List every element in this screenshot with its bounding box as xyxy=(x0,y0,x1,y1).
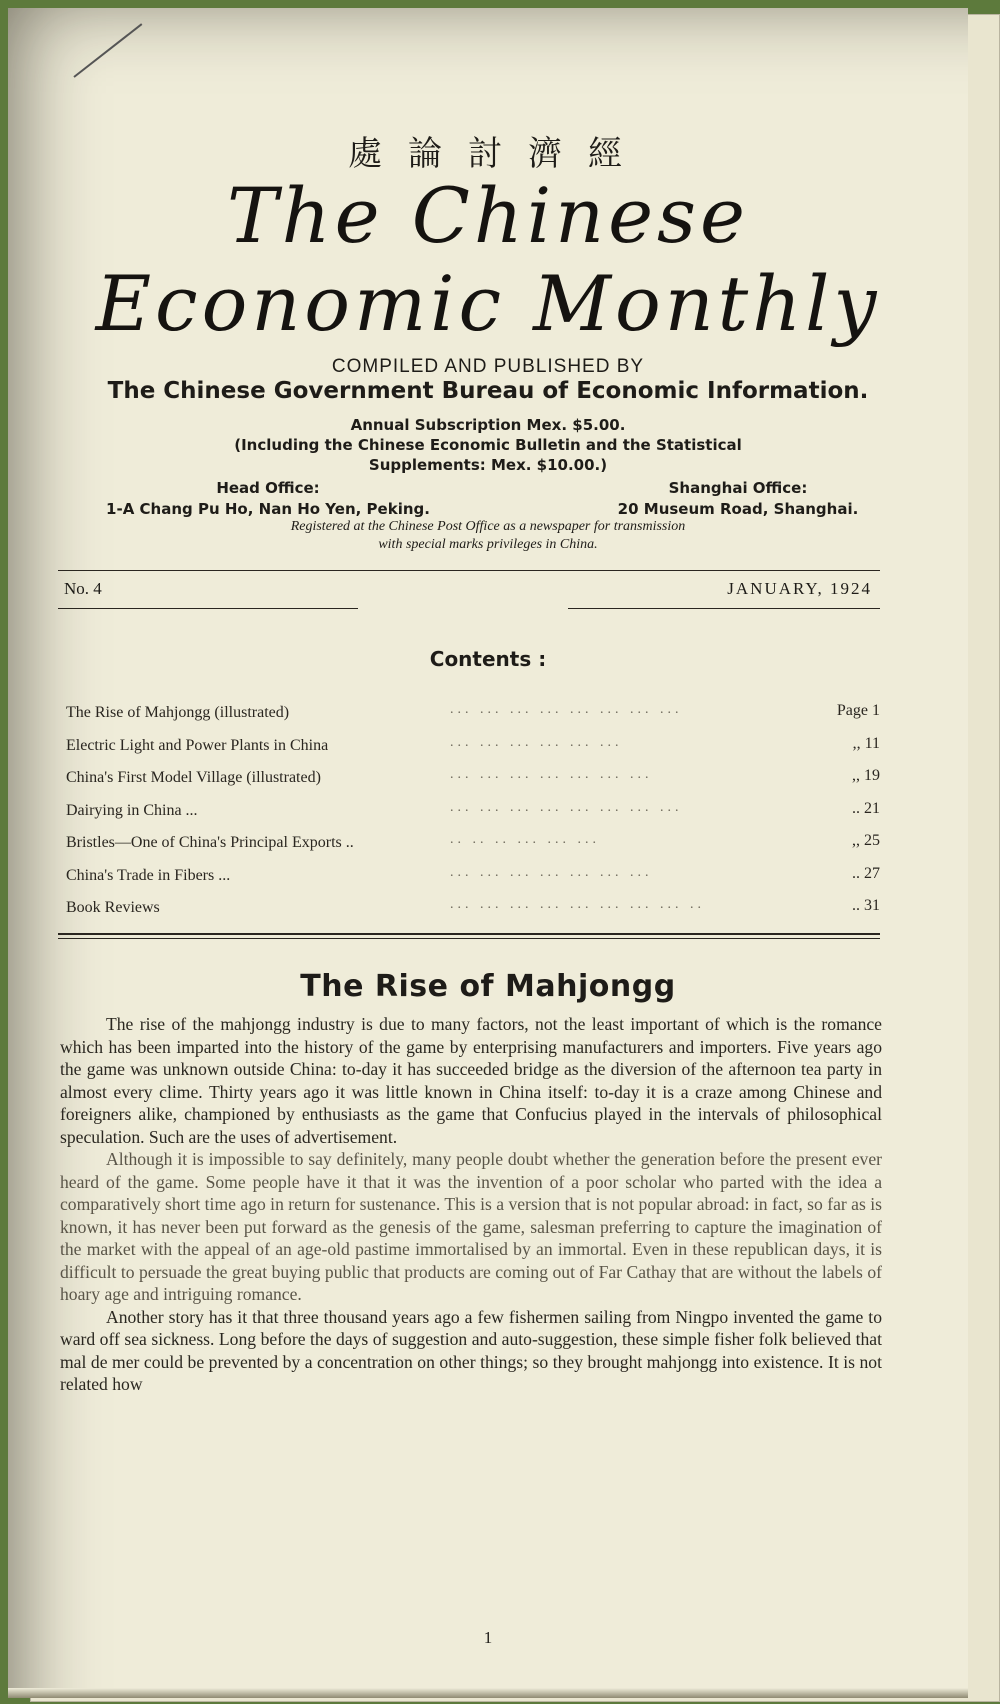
subscription-line-3: Supplements: Mex. $10.00.) xyxy=(368,456,608,474)
toc-page: ,, 19 xyxy=(852,767,880,784)
subscription-line-2: (Including the Chinese Economic Bulletin and the Statistical xyxy=(234,436,742,454)
divider-double-2 xyxy=(58,938,880,939)
registered-line-1: Registered at the Chinese Post Office as a newspaper for transmission xyxy=(290,519,686,534)
article-paragraph: The rise of the mahjongg industry is due to many factors, not the least important of which is the romance which has been imparted into the history of the game by enterprising manufacturers and importers. Five years ago the game was unknown outside China: to-day it has succeeded bridge as the diversion of the afternoon tea party in almost every clime. Thirty years ago it was little known in China itself: to-day it is a craze among Chinese and foreigners alike, championed by enthusiasts as the game that Confucius played in the intervals of philosophical speculation. Such are the uses of advertisement. xyxy=(60,1014,882,1147)
document-page xyxy=(8,8,968,1698)
divider-double-1 xyxy=(58,933,880,935)
toc-page: Page 1 xyxy=(836,702,880,719)
title-line-1: The Chinese xyxy=(226,171,750,260)
toc-title: Bristles—One of China's Principal Exports .. xyxy=(66,834,354,851)
divider-left xyxy=(58,608,358,609)
issue-number: No. 4 xyxy=(64,579,102,598)
toc-leader: ... ... ... ... ... ... xyxy=(450,734,623,750)
toc-leader: ... ... ... ... ... ... ... xyxy=(450,767,653,782)
toc-page: ,, 25 xyxy=(852,832,880,849)
toc-item[interactable] xyxy=(60,861,880,894)
subscription-line-1: Annual Subscription Mex. $5.00. xyxy=(350,416,626,434)
issue-date: JANUARY, 1924 xyxy=(727,579,872,598)
toc-title: Dairying in China ... xyxy=(66,801,198,819)
title-line-2: Economic Monthly xyxy=(95,259,881,348)
toc-item[interactable] xyxy=(60,698,880,731)
toc-leader: ... ... ... ... ... ... ... ... .. xyxy=(450,897,705,912)
toc-leader: ... ... ... ... ... ... ... xyxy=(450,864,653,880)
toc-leader: .. .. .. ... ... ... xyxy=(450,832,600,847)
toc-leader: ... ... ... ... ... ... ... ... xyxy=(450,799,683,815)
toc-title: The Rise of Mahjongg (illustrated) xyxy=(66,704,290,721)
toc-title: Book Reviews xyxy=(66,899,160,916)
head-office-address: 1-A Chang Pu Ho, Nan Ho Yen, Peking. xyxy=(106,500,430,518)
toc-leader: ... ... ... ... ... ... ... ... xyxy=(450,702,683,717)
article-paragraph: Another story has it that three thousand years ago a few fishermen sailing from Ningpo invented the game to ward off sea sickness. Long before the days of suggestion and auto-suggestion, these simple fisher folk believed that mal de mer could be prevented by a concentration on other things; so they brought mahjongg into existence. It is not related how xyxy=(60,1306,882,1394)
shanghai-office-address: 20 Museum Road, Shanghai. xyxy=(617,500,859,518)
compiled-by: COMPILED AND PUBLISHED BY xyxy=(331,356,645,377)
chinese-title: 處論討濟經 xyxy=(348,134,648,174)
publisher: The Chinese Government Bureau of Economic Information. xyxy=(107,378,869,404)
toc-title: Electric Light and Power Plants in China xyxy=(66,736,329,754)
toc-page: .. 21 xyxy=(852,799,880,817)
divider-top xyxy=(58,570,880,571)
toc-item[interactable] xyxy=(60,763,880,796)
toc-page: .. 31 xyxy=(852,897,880,914)
head-office xyxy=(58,478,478,520)
table-of-contents xyxy=(60,698,880,926)
page-edge-shadow xyxy=(8,1688,968,1698)
shanghai-office-label: Shanghai Office: xyxy=(668,479,808,497)
head-office-label: Head Office: xyxy=(216,479,320,497)
shanghai-office xyxy=(588,478,888,520)
toc-item[interactable] xyxy=(60,893,880,926)
toc-item[interactable] xyxy=(60,796,880,829)
article-paragraph: Although it is impossible to say definitely, many people doubt whether the generation before the present ever heard of the game. Some people have it that it was the invention of a poor scholar who parted with the idea a comparatively short time ago in return for sustenance. This is a version that is not popular abroad: in fact, so far as is known, it has never been put forward as the genesis of the game, salesman preferring to capture the imagination of the market with the appeal of an age-old pastime immortalised by an immortal. Even in these republican days, it is difficult to persuade the great buying public that products are coming out of Far Cathay that are without the labels of hoary age and intriguing romance. xyxy=(60,1149,882,1304)
toc-title: China's First Model Village (illustrated) xyxy=(66,769,321,786)
toc-page: ,, 11 xyxy=(852,734,880,752)
toc-item[interactable] xyxy=(60,828,880,861)
toc-item[interactable] xyxy=(60,731,880,764)
toc-page: .. 27 xyxy=(852,864,880,882)
article-body xyxy=(60,1013,882,1396)
page-number: 1 xyxy=(483,1628,493,1647)
article-title: The Rise of Mahjongg xyxy=(300,969,676,1004)
toc-title: China's Trade in Fibers ... xyxy=(66,866,231,884)
divider-right xyxy=(568,608,880,609)
pencil-mark xyxy=(73,23,142,78)
contents-heading: Contents : xyxy=(429,647,547,671)
registered-line-2: with special marks privileges in China. xyxy=(378,537,598,552)
